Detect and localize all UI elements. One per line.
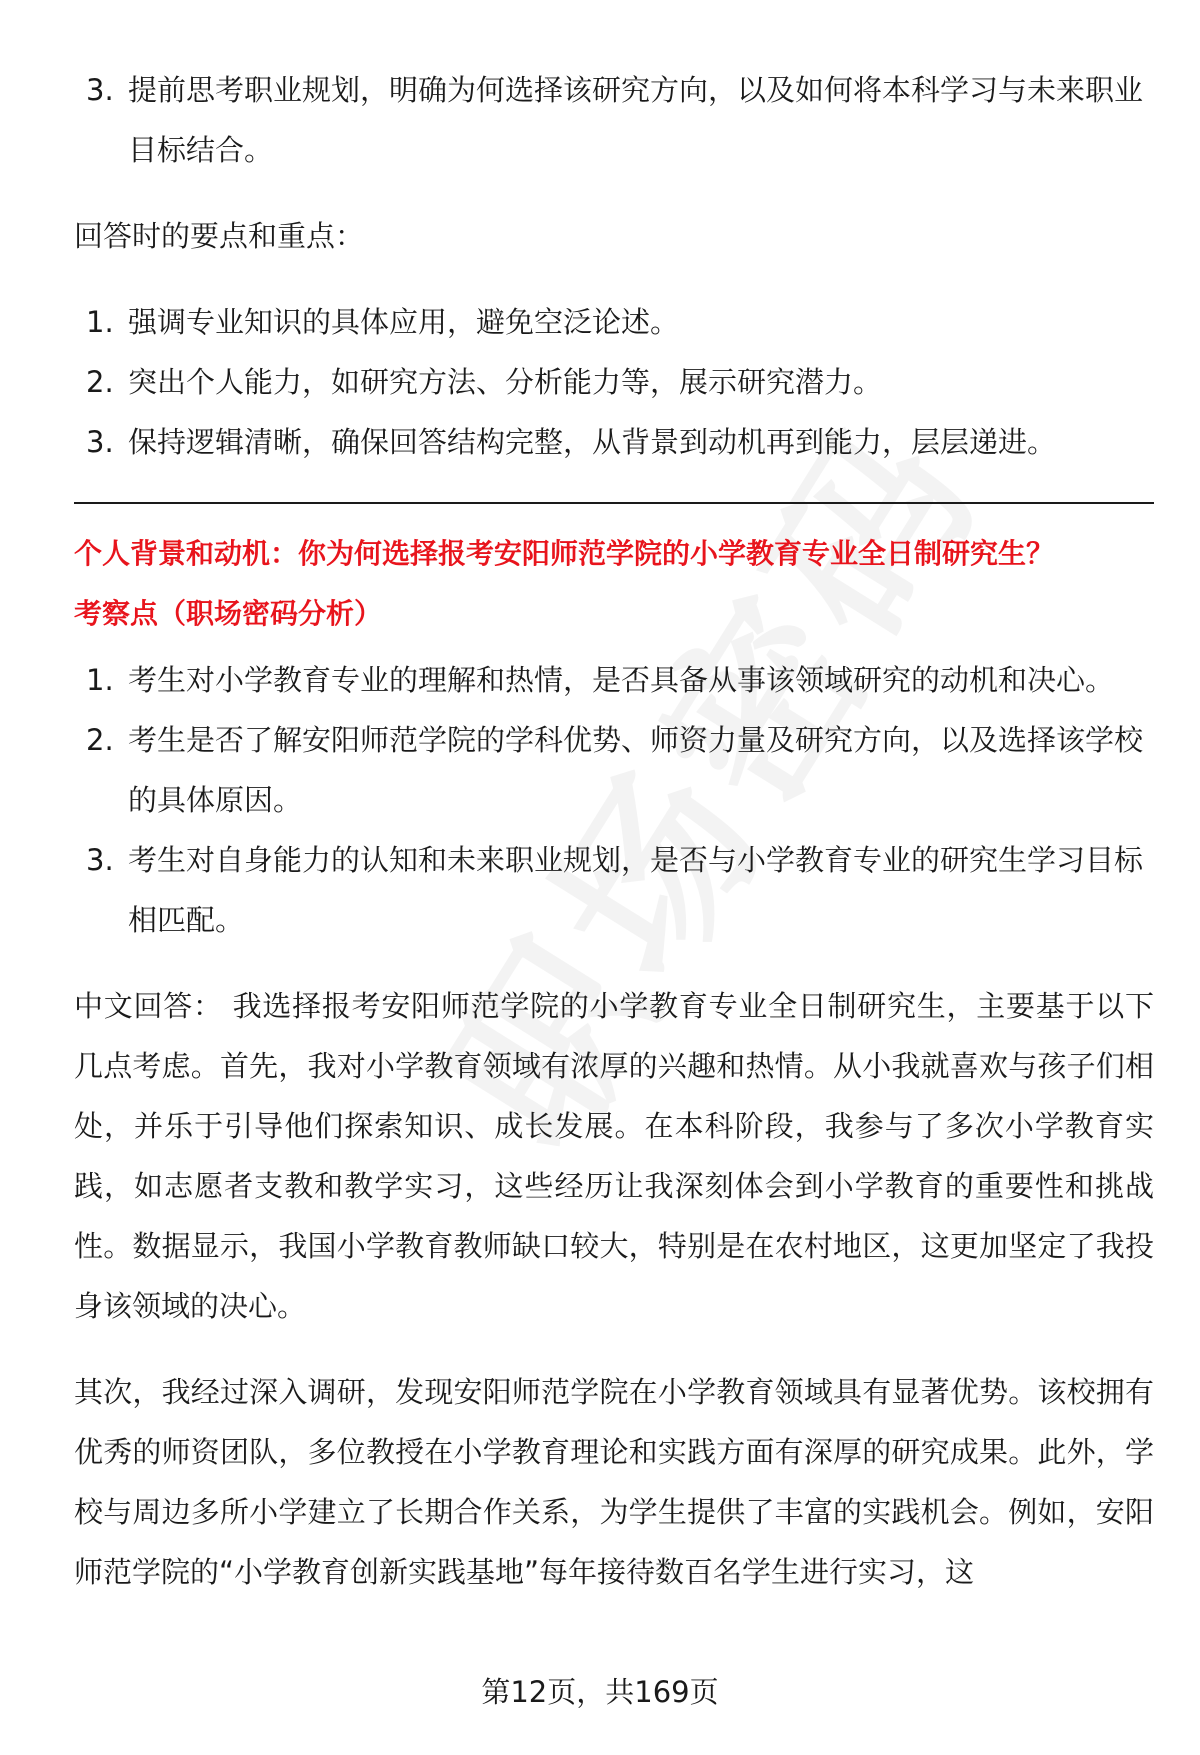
list-item xyxy=(74,60,1154,180)
key-points-list xyxy=(74,292,1154,472)
list-item-text: 保持逻辑清晰，确保回答结构完整，从背景到动机再到能力，层层递进。 xyxy=(128,425,1057,459)
list-item-text: 提前思考职业规划，明确为何选择该研究方向，以及如何将本科学习与未来职业目标结合。 xyxy=(128,73,1144,167)
list-item xyxy=(74,292,1154,352)
list-item-text: 强调专业知识的具体应用，避免空泛论述。 xyxy=(128,305,680,339)
list-item-number: 1. xyxy=(86,305,114,339)
exam-points-list xyxy=(74,650,1154,950)
list-item-text: 考生是否了解安阳师范学院的学科优势、师资力量及研究方向，以及选择该学校的具体原因。 xyxy=(128,723,1144,817)
list-item-number: 1. xyxy=(86,663,114,697)
list-item-text: 考生对自身能力的认知和未来职业规划，是否与小学教育专业的研究生学习目标相匹配。 xyxy=(128,843,1144,937)
list-item-number: 2. xyxy=(86,723,114,757)
page-content xyxy=(74,60,1154,1602)
section-divider xyxy=(74,502,1154,504)
key-points-label: 回答时的要点和重点： xyxy=(74,219,365,253)
page-footer: 第12页，共169页 xyxy=(481,1675,719,1709)
list-item xyxy=(74,710,1154,830)
answer-paragraph-1: 中文回答： 我选择报考安阳师范学院的小学教育专业全日制研究生，主要基于以下几点考虑。首先，我对小学教育领域有浓厚的兴趣和热情。从小我就喜欢与孩子们相处，并乐于引导他们探索知识、成长发展。在本科阶段，我参与了多次小学教育实践，如志愿者支教和教学实习，这些经历让我深刻体会到小学教育的重要性和挑战性。数据显示，我国小学教育教师缺口较大，特别是在农村地区，这更加坚定了我投身该领域的决心。 xyxy=(74,989,1154,1323)
list-item-number: 3. xyxy=(86,843,114,877)
list-item-text: 突出个人能力，如研究方法、分析能力等，展示研究潜力。 xyxy=(128,365,883,399)
list-item-text: 考生对小学教育专业的理解和热情，是否具备从事该领域研究的动机和决心。 xyxy=(128,663,1115,697)
list-item xyxy=(74,412,1154,472)
list-item xyxy=(74,830,1154,950)
answer-paragraph-2: 其次，我经过深入调研，发现安阳师范学院在小学教育领域具有显著优势。该校拥有优秀的师资团队，多位教授在小学教育理论和实践方面有深厚的研究成果。此外，学校与周边多所小学建立了长期合作关系，为学生提供了丰富的实践机会。例如，安阳师范学院的“小学教育创新实践基地”每年接待数百名学生进行实习，这 xyxy=(74,1375,1154,1589)
exam-points-heading: 考察点（职场密码分析） xyxy=(74,597,383,630)
question-heading: 个人背景和动机：你为何选择报考安阳师范学院的小学教育专业全日制研究生？ xyxy=(74,537,1055,570)
list-item xyxy=(74,650,1154,710)
list-item-number: 3. xyxy=(86,73,114,107)
list-item-number: 2. xyxy=(86,365,114,399)
list-item-number: 3. xyxy=(86,425,114,459)
top-list xyxy=(74,60,1154,180)
list-item xyxy=(74,352,1154,412)
